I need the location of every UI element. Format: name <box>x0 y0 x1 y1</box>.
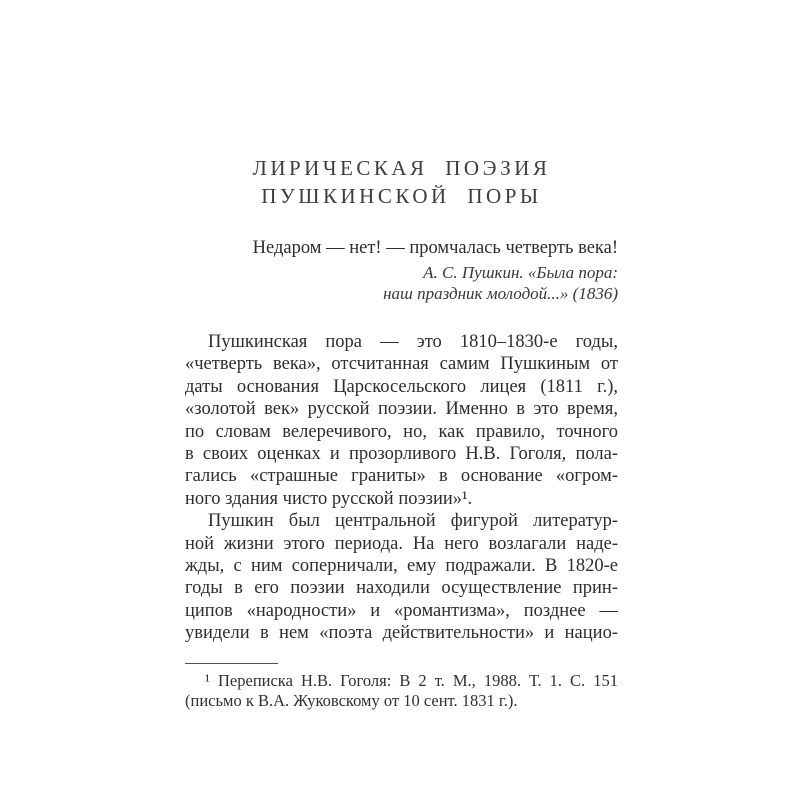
body-paragraph-2 <box>185 510 618 644</box>
body-line: увидели в нем «поэта действительности» и нацио- <box>185 623 618 644</box>
footnote-line: (письмо к В.А. Жуковскому от 10 сент. 1831 г.). <box>185 691 518 710</box>
body-line: ного здания чисто русской поэзии»¹. <box>185 488 473 509</box>
chapter-title-line: ЛИРИЧЕСКАЯ ПОЭЗИЯ <box>252 156 551 180</box>
body-line: гались «страшные граниты» в основание «огром- <box>185 466 618 487</box>
epigraph-attribution <box>185 263 618 304</box>
body-paragraph-1 <box>185 331 618 510</box>
body-line: годы в его поэзии находили осуществление прин- <box>185 578 618 599</box>
body-line: «четверть века», отсчитанная самим Пушкиным от <box>185 354 618 375</box>
body-line: ципов «народности» и «романтизма», позднее — <box>185 600 618 621</box>
epigraph-quote: Недаром — нет! — промчалась четверть века! <box>252 238 618 258</box>
body-line: по словам велеречивого, но, как правило, точного <box>185 421 618 442</box>
body-line: в своих оценках и прозорливого Н.В. Гоголя, пола- <box>185 444 618 465</box>
text-column <box>185 0 618 800</box>
epigraph-attribution-line: А. С. Пушкин. «Была пора: <box>423 263 618 282</box>
body-line: даты основания Царскосельского лицея (1811 г.), <box>185 376 618 397</box>
chapter-title-line: ПУШКИНСКОЙ ПОРЫ <box>261 184 542 208</box>
body-line: Пушкинская пора — это 1810–1830-е годы, <box>208 332 618 352</box>
body-line: ной жизни этого периода. На него возлагали наде- <box>185 533 618 554</box>
body-line: жды, с ним соперничали, ему подражали. В 1820-е <box>185 556 618 577</box>
footnote-separator <box>185 663 278 664</box>
body-line: Пушкин был центральной фигурой литератур- <box>208 511 618 532</box>
chapter-title <box>185 154 618 210</box>
footnote-line: ¹ Переписка Н.В. Гоголя: В 2 т. М., 1988. Т. 1. С. 151 <box>205 671 618 690</box>
body-text <box>185 331 618 645</box>
footnote <box>185 671 618 711</box>
epigraph-attribution-line: наш праздник молодой...» (1836) <box>383 283 618 303</box>
body-line: «золотой век» русской поэзии. Именно в это время, <box>185 399 618 420</box>
